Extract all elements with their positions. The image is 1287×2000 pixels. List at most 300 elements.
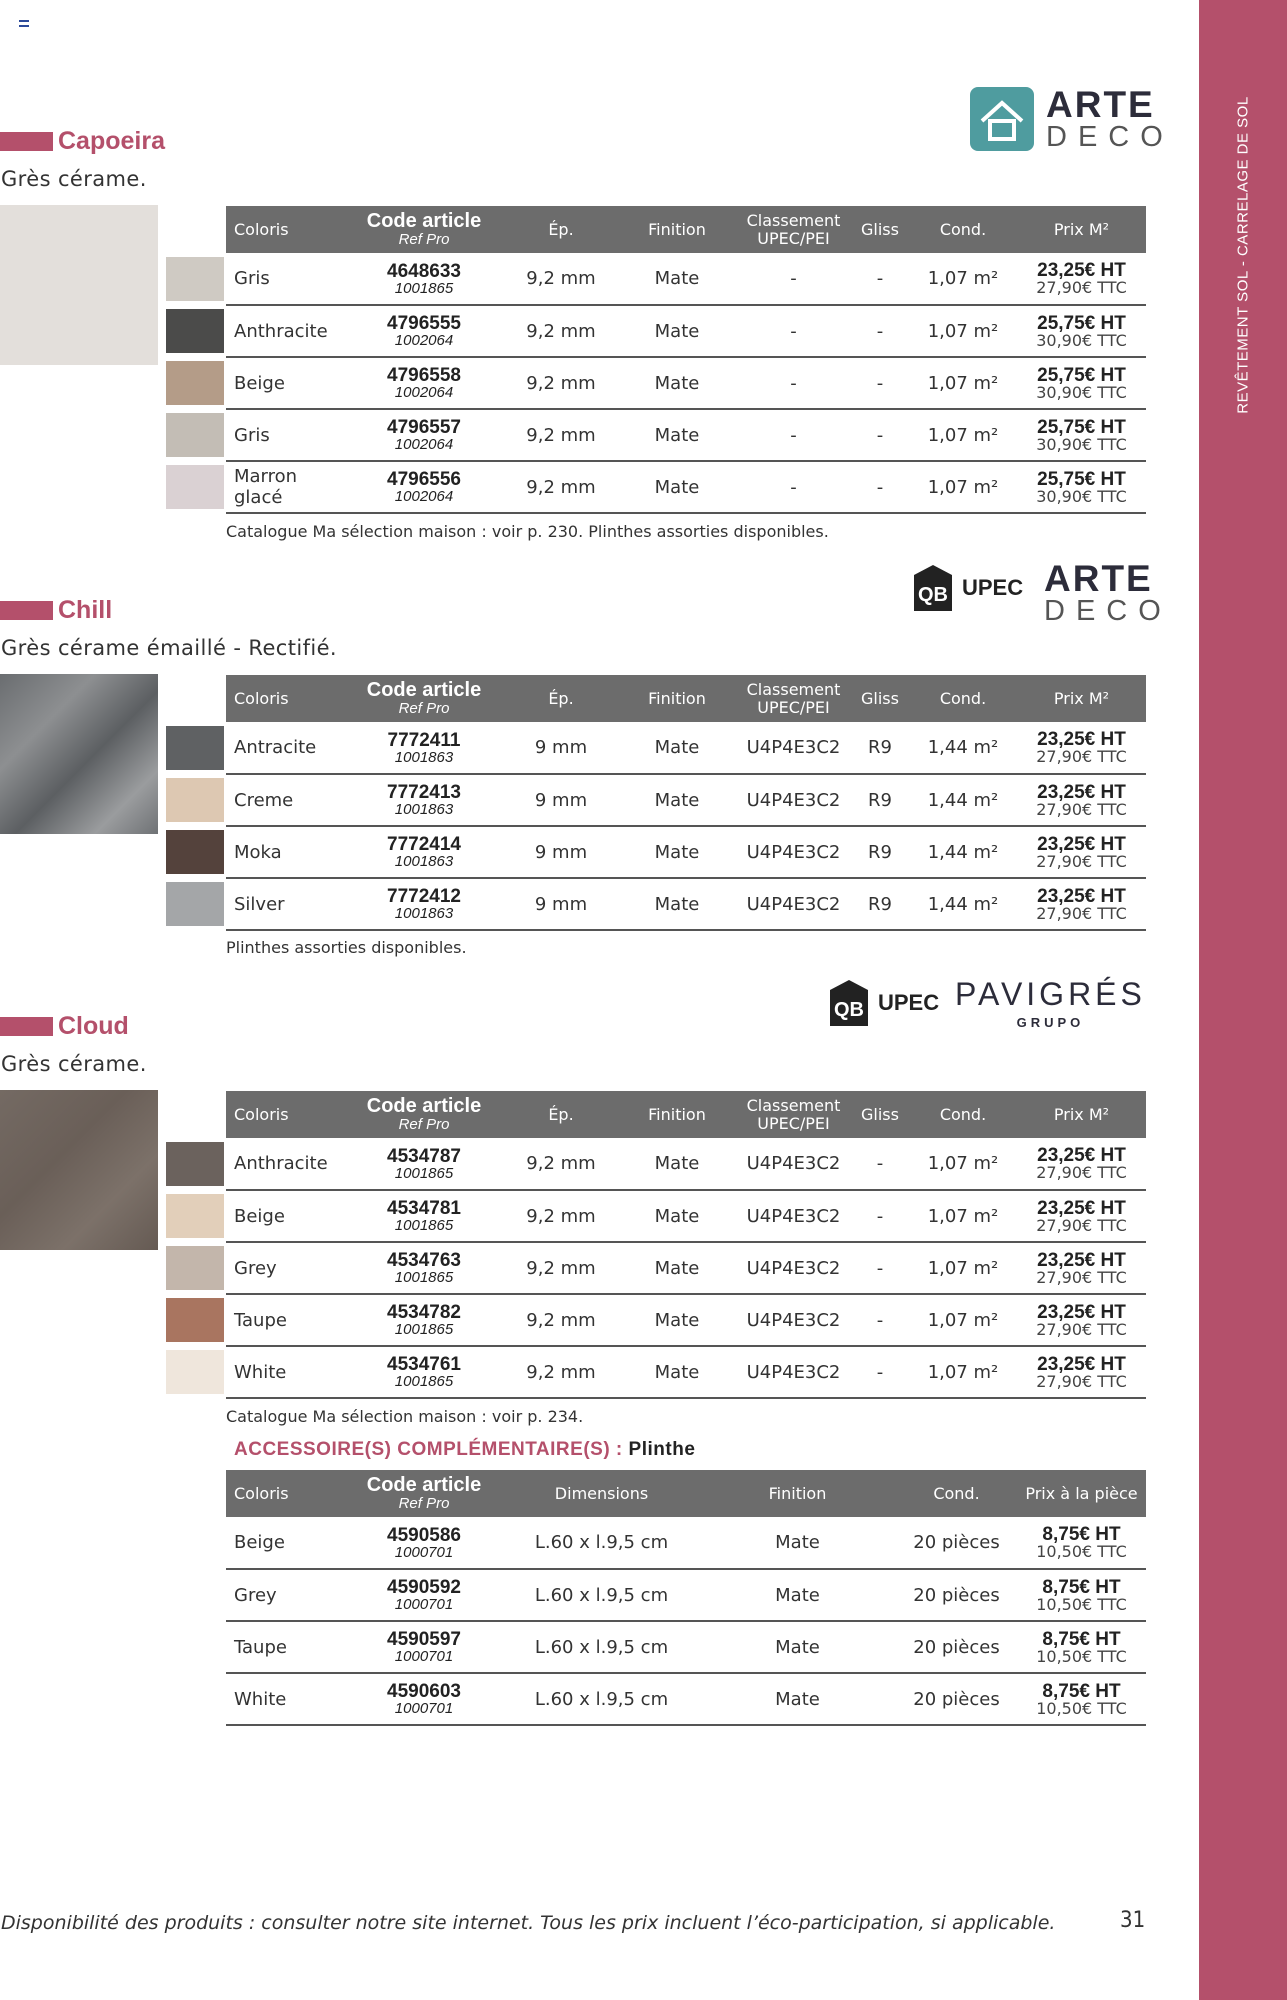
cell-code [344, 1294, 504, 1346]
cell-finition: Mate [699, 1621, 896, 1673]
header-code: Code article Ref Pro [366, 679, 482, 718]
ref-pro: 1001865 [394, 1217, 454, 1234]
cell-cond: 1,44 m² [909, 722, 1017, 774]
cell-cond: 1,07 m² [909, 1294, 1017, 1346]
cell-ep: 9,2 mm [504, 305, 618, 357]
cell-code [344, 1346, 504, 1398]
cell-coloris: Taupe [226, 1294, 344, 1346]
cell-gliss: R9 [851, 774, 909, 826]
table-header [226, 1091, 1146, 1138]
cell-gliss: - [851, 409, 909, 461]
cell-classement: U4P4E3C2 [736, 1138, 851, 1190]
cell-cond: 1,07 m² [909, 461, 1017, 513]
page-number: 31 [1120, 1908, 1146, 1933]
cell-gliss: - [851, 1346, 909, 1398]
cell-code [344, 1138, 504, 1190]
header-code: Code article Ref Pro [366, 210, 482, 249]
cell-finition: Mate [618, 357, 736, 409]
cell-finition: Mate [618, 774, 736, 826]
price-ht: 23,25€ HT [1037, 260, 1126, 281]
chill-note: Plinthes assorties disponibles. [226, 938, 467, 957]
cell-finition: Mate [699, 1569, 896, 1621]
svg-text:QB: QB [918, 584, 948, 606]
cell-ep: 9 mm [504, 878, 618, 930]
cell-prix [1017, 357, 1146, 409]
cell-code [344, 1190, 504, 1242]
cell-prix [1017, 409, 1146, 461]
cell-coloris: Grey [226, 1242, 344, 1294]
color-swatch [166, 413, 224, 457]
price-ht: 23,25€ HT [1037, 729, 1126, 750]
ref-pro: 1000701 [394, 1596, 454, 1613]
article-code: 4796555 [387, 313, 461, 334]
cell-coloris: Marron glacé [226, 461, 344, 513]
header-prix: Prix M² [1053, 219, 1110, 239]
cell-classement: U4P4E3C2 [736, 1190, 851, 1242]
ref-pro: 1001863 [394, 748, 454, 766]
table-row [226, 1673, 1146, 1725]
cell-ep: 9 mm [504, 774, 618, 826]
table-row [226, 774, 1146, 826]
header-ep: Ép. [548, 1104, 574, 1124]
cell-gliss: R9 [851, 722, 909, 774]
article-code: 7772411 [387, 729, 461, 751]
cell-prix [1017, 461, 1146, 513]
ref-pro: 1001865 [394, 1269, 454, 1286]
cell-dimensions: L.60 x l.9,5 cm [504, 1673, 699, 1725]
header-prix: Prix M² [1053, 1104, 1110, 1124]
price-ttc: 27,90€ TTC [1036, 903, 1127, 923]
cell-cond: 1,07 m² [909, 1242, 1017, 1294]
table-row [226, 1621, 1146, 1673]
table-row [226, 409, 1146, 461]
price-ht: 8,75€ HT [1042, 1576, 1121, 1598]
cell-ep: 9 mm [504, 826, 618, 878]
price-ht: 23,25€ HT [1037, 885, 1126, 907]
header-classement: Classement UPEC/PEI [746, 210, 841, 248]
cell-coloris: Antracite [226, 722, 344, 774]
price-ht: 8,75€ HT [1042, 1628, 1121, 1650]
price-ht: 25,75€ HT [1037, 468, 1126, 490]
cell-cond: 1,07 m² [909, 357, 1017, 409]
header-code: Code article Ref Pro [366, 1474, 482, 1513]
cell-finition: Mate [618, 253, 736, 305]
cell-cond: 1,44 m² [909, 826, 1017, 878]
price-ttc: 10,50€ TTC [1036, 1698, 1127, 1718]
price-ttc: 27,90€ TTC [1036, 851, 1127, 871]
cell-ep: 9,2 mm [504, 357, 618, 409]
price-ttc: 30,90€ TTC [1036, 382, 1127, 402]
cell-classement: - [736, 409, 851, 461]
section-title: Capoeira [58, 127, 165, 155]
price-ht: 23,25€ HT [1037, 1353, 1126, 1375]
price-ht: 25,75€ HT [1037, 312, 1126, 334]
price-ht: 23,25€ HT [1037, 833, 1126, 855]
cell-gliss: R9 [851, 878, 909, 930]
cell-cond: 1,07 m² [909, 1190, 1017, 1242]
cell-classement: U4P4E3C2 [736, 1294, 851, 1346]
header-gliss: Gliss [861, 1104, 899, 1124]
qb-certification-icon [828, 978, 870, 1028]
table-row [226, 461, 1146, 513]
svg-text:QB: QB [834, 999, 864, 1021]
ref-pro: 1000701 [394, 1700, 454, 1717]
tile-preview-capoeira [0, 205, 158, 365]
article-code: 7772414 [387, 834, 461, 855]
cell-ep: 9,2 mm [504, 1190, 618, 1242]
cell-coloris: Beige [226, 1190, 344, 1242]
table-row [226, 1346, 1146, 1398]
cell-classement: U4P4E3C2 [736, 722, 851, 774]
price-ttc: 27,90€ TTC [1036, 1371, 1127, 1391]
color-swatch [166, 1194, 224, 1238]
color-swatch [166, 257, 224, 301]
cloud-note: Catalogue Ma sélection maison : voir p. 234. [226, 1407, 584, 1426]
table-row [226, 1242, 1146, 1294]
ref-pro: 1002064 [394, 384, 454, 401]
cell-code [344, 722, 504, 774]
cell-coloris: Beige [226, 1517, 344, 1569]
upec-text: UPEC [878, 990, 940, 1015]
price-ttc: 30,90€ TTC [1036, 486, 1127, 506]
color-swatch [166, 1246, 224, 1290]
sidebar-label: REVÊTEMENT SOL - CARRELAGE DE SOL [1234, 96, 1252, 414]
cell-coloris: Anthracite [226, 305, 344, 357]
cell-code [344, 305, 504, 357]
cell-code [344, 774, 504, 826]
cell-ep: 9,2 mm [504, 1294, 618, 1346]
table-row [226, 1517, 1146, 1569]
ref-pro: 1002064 [394, 488, 454, 505]
section-title: Cloud [58, 1012, 129, 1040]
header-coloris: Coloris [234, 1104, 289, 1124]
article-code: 4534787 [387, 1145, 461, 1167]
price-ttc: 10,50€ TTC [1036, 1594, 1127, 1614]
article-code: 4590586 [387, 1524, 461, 1546]
cell-coloris: Silver [226, 878, 344, 930]
house-icon [970, 87, 1034, 151]
cell-code [344, 1569, 504, 1621]
cell-classement: U4P4E3C2 [736, 774, 851, 826]
cell-classement: U4P4E3C2 [736, 826, 851, 878]
cell-coloris: Grey [226, 1569, 344, 1621]
price-ht: 25,75€ HT [1037, 416, 1126, 438]
cell-classement: - [736, 357, 851, 409]
price-ttc: 30,90€ TTC [1036, 330, 1127, 350]
cell-prix [1017, 305, 1146, 357]
cloud-table [226, 1091, 1146, 1399]
qb-certification-icon [912, 563, 954, 613]
cell-cond: 1,07 m² [909, 305, 1017, 357]
header-gliss: Gliss [861, 688, 899, 708]
table-row [226, 722, 1146, 774]
cell-gliss: - [851, 461, 909, 513]
cell-cond: 20 pièces [896, 1673, 1017, 1725]
header-finition: Finition [648, 688, 706, 708]
ref-pro: 1002064 [394, 332, 454, 349]
table-header [226, 675, 1146, 722]
cell-ep: 9 mm [504, 722, 618, 774]
cell-code [344, 1621, 504, 1673]
section-capoeira-header [0, 127, 165, 156]
cell-ep: 9,2 mm [504, 1242, 618, 1294]
cell-dimensions: L.60 x l.9,5 cm [504, 1517, 699, 1569]
accessories-title: ACCESSOIRE(S) COMPLÉMENTAIRE(S) : Plinthe [234, 1439, 696, 1460]
ref-pro: 1000701 [394, 1543, 454, 1561]
cell-code [344, 1673, 504, 1725]
ref-pro: 1001865 [394, 1321, 454, 1338]
cell-cond: 1,07 m² [909, 1138, 1017, 1190]
cell-finition: Mate [618, 305, 736, 357]
table-row [226, 305, 1146, 357]
header-coloris: Coloris [234, 219, 289, 239]
cell-coloris: Creme [226, 774, 344, 826]
price-ht: 23,25€ HT [1037, 1249, 1126, 1271]
header-code: Code article Ref Pro [366, 1095, 482, 1134]
cell-cond: 1,07 m² [909, 253, 1017, 305]
color-swatch [166, 726, 224, 770]
cell-coloris: Anthracite [226, 1138, 344, 1190]
cell-finition: Mate [699, 1673, 896, 1725]
cell-ep: 9,2 mm [504, 409, 618, 461]
table-row [226, 1138, 1146, 1190]
upec-logo [912, 563, 1023, 613]
color-swatch [166, 465, 224, 509]
section-subtitle: Grès cérame. [1, 1052, 147, 1076]
table-row [226, 1294, 1146, 1346]
cell-coloris: White [226, 1673, 344, 1725]
cell-prix [1017, 1673, 1146, 1725]
cell-classement: U4P4E3C2 [736, 1242, 851, 1294]
cell-coloris: White [226, 1346, 344, 1398]
cell-gliss: - [851, 305, 909, 357]
header-dimensions: Dimensions [554, 1483, 649, 1503]
article-code: 4534763 [387, 1250, 461, 1271]
price-ht: 23,25€ HT [1037, 781, 1126, 803]
cell-cond: 20 pièces [896, 1569, 1017, 1621]
price-ttc: 10,50€ TTC [1036, 1542, 1127, 1561]
section-bar [0, 1017, 53, 1036]
logo-grupo-text: GRUPO [1016, 1015, 1085, 1030]
table-row [226, 1190, 1146, 1242]
price-ttc: 27,90€ TTC [1036, 799, 1127, 819]
logo-pavigres-text: PAVIGRÉS [955, 976, 1146, 1012]
cell-ep: 9,2 mm [504, 1346, 618, 1398]
cell-prix [1017, 826, 1146, 878]
article-code: 4590597 [387, 1629, 461, 1650]
cell-coloris: Gris [226, 409, 344, 461]
table-header [226, 1470, 1146, 1517]
article-code: 4648633 [387, 260, 461, 282]
header-gliss: Gliss [861, 219, 899, 239]
cell-finition: Mate [618, 409, 736, 461]
price-ttc: 27,90€ TTC [1036, 1267, 1127, 1287]
article-code: 4534761 [387, 1354, 461, 1375]
cell-cond: 1,44 m² [909, 878, 1017, 930]
cell-prix [1017, 774, 1146, 826]
price-ht: 8,75€ HT [1042, 1680, 1121, 1702]
section-bar [0, 132, 53, 151]
chill-table [226, 675, 1146, 931]
price-ht: 23,25€ HT [1037, 1197, 1126, 1219]
cell-code [344, 1242, 504, 1294]
section-chill-header [0, 596, 112, 625]
price-ttc: 30,90€ TTC [1036, 434, 1127, 454]
logo-arte-text: ARTE [1044, 558, 1153, 599]
cell-code [344, 461, 504, 513]
cell-ep: 9,2 mm [504, 253, 618, 305]
logo-arte-text: ARTE [1046, 84, 1155, 125]
ref-pro: 1001863 [394, 853, 454, 870]
table-row [226, 357, 1146, 409]
price-ttc: 10,50€ TTC [1036, 1646, 1127, 1666]
cell-prix [1017, 1346, 1146, 1398]
cell-finition: Mate [618, 1190, 736, 1242]
footer-disclaimer: Disponibilité des produits : consulter notre site internet. Tous les prix incluent l’éco-participation, si applicable. [1, 1912, 1056, 1934]
cell-dimensions: L.60 x l.9,5 cm [504, 1569, 699, 1621]
cell-code [344, 357, 504, 409]
section-subtitle: Grès cérame. [1, 167, 147, 191]
cell-coloris: Beige [226, 357, 344, 409]
cell-classement: U4P4E3C2 [736, 1346, 851, 1398]
upec-logo [828, 978, 939, 1028]
section-bar [0, 601, 53, 620]
table-header [226, 206, 1146, 253]
cell-finition: Mate [618, 1346, 736, 1398]
cell-finition: Mate [618, 878, 736, 930]
cell-finition: Mate [618, 1294, 736, 1346]
arte-deco-logo [970, 86, 1174, 152]
ref-pro: 1001865 [394, 279, 454, 297]
capoeira-note: Catalogue Ma sélection maison : voir p. 230. Plinthes assorties disponibles. [226, 522, 829, 541]
cell-code [344, 1517, 504, 1569]
price-ht: 25,75€ HT [1037, 364, 1126, 386]
cell-finition: Mate [618, 826, 736, 878]
ref-pro: 1001865 [394, 1373, 454, 1390]
cell-finition: Mate [699, 1517, 896, 1569]
cell-prix [1017, 1621, 1146, 1673]
cell-coloris: Taupe [226, 1621, 344, 1673]
color-swatch [166, 1350, 224, 1394]
header-prix-piece: Prix à la pièce [1025, 1483, 1138, 1503]
cell-classement: - [736, 461, 851, 513]
ref-pro: 1002064 [394, 436, 454, 453]
cell-gliss: - [851, 1190, 909, 1242]
cell-gliss: - [851, 253, 909, 305]
cell-prix [1017, 1294, 1146, 1346]
cell-code [344, 878, 504, 930]
header-cond: Cond. [939, 1104, 987, 1124]
article-code: 4590592 [387, 1577, 461, 1598]
article-code: 4796558 [387, 365, 461, 386]
color-swatch [166, 882, 224, 926]
header-ep: Ép. [548, 688, 574, 708]
arte-deco-logo [1044, 560, 1172, 626]
cell-cond: 1,44 m² [909, 774, 1017, 826]
price-ttc: 27,90€ TTC [1036, 747, 1127, 766]
cell-ep: 9,2 mm [504, 1138, 618, 1190]
price-ht: 8,75€ HT [1042, 1524, 1121, 1545]
ref-pro: 1001865 [394, 1164, 454, 1182]
header-classement: Classement UPEC/PEI [746, 1095, 841, 1133]
table-row [226, 878, 1146, 930]
price-ttc: 27,90€ TTC [1036, 1215, 1127, 1235]
header-finition: Finition [768, 1483, 827, 1503]
header-prix: Prix M² [1053, 688, 1110, 708]
ref-pro: 1000701 [394, 1648, 454, 1665]
cell-prix [1017, 1190, 1146, 1242]
article-code: 4590603 [387, 1681, 461, 1702]
article-code: 4796557 [387, 417, 461, 438]
price-ttc: 27,90€ TTC [1036, 1163, 1127, 1182]
header-cond: Cond. [933, 1483, 980, 1503]
cell-code [344, 409, 504, 461]
header-cond: Cond. [939, 219, 987, 239]
article-code: 4796556 [387, 469, 461, 490]
cell-prix [1017, 1569, 1146, 1621]
section-cloud-header [0, 1012, 129, 1041]
cell-prix [1017, 1517, 1146, 1569]
cell-classement: U4P4E3C2 [736, 878, 851, 930]
table-row [226, 826, 1146, 878]
color-swatch [166, 1298, 224, 1342]
cell-classement: - [736, 305, 851, 357]
cell-coloris: Gris [226, 253, 344, 305]
tile-preview-chill [0, 674, 158, 834]
header-cond: Cond. [939, 688, 987, 708]
cell-ep: 9,2 mm [504, 461, 618, 513]
header-finition: Finition [648, 219, 706, 239]
ref-pro: 1001863 [394, 905, 454, 922]
header-coloris: Coloris [234, 1483, 289, 1503]
color-swatch [166, 1142, 224, 1186]
cell-prix [1017, 722, 1146, 774]
ref-pro: 1001863 [394, 801, 454, 818]
section-subtitle: Grès cérame émaillé - Rectifié. [1, 636, 338, 660]
capoeira-table [226, 206, 1146, 514]
menu-icon [19, 20, 29, 27]
table-row [226, 1569, 1146, 1621]
cell-prix [1017, 253, 1146, 305]
section-title: Chill [58, 596, 113, 624]
table-row [226, 253, 1146, 305]
cell-gliss: - [851, 357, 909, 409]
logo-deco-text: DECO [1046, 121, 1174, 153]
cell-cond: 1,07 m² [909, 1346, 1017, 1398]
cell-gliss: - [851, 1138, 909, 1190]
price-ht: 23,25€ HT [1037, 1301, 1126, 1323]
header-coloris: Coloris [234, 688, 289, 708]
header-classement: Classement UPEC/PEI [746, 679, 841, 717]
cell-finition: Mate [618, 461, 736, 513]
cell-code [344, 253, 504, 305]
cell-cond: 20 pièces [896, 1621, 1017, 1673]
article-code: 7772413 [387, 782, 461, 803]
upec-text: UPEC [962, 575, 1024, 600]
price-ht: 23,25€ HT [1037, 1145, 1126, 1166]
cell-gliss: - [851, 1294, 909, 1346]
cell-prix [1017, 878, 1146, 930]
cell-dimensions: L.60 x l.9,5 cm [504, 1621, 699, 1673]
color-swatch [166, 778, 224, 822]
pavigres-logo [955, 978, 1146, 1029]
cell-cond: 20 pièces [896, 1517, 1017, 1569]
accessories-table [226, 1470, 1146, 1726]
cell-gliss: - [851, 1242, 909, 1294]
cell-classement: - [736, 253, 851, 305]
header-finition: Finition [648, 1104, 706, 1124]
article-code: 4534781 [387, 1198, 461, 1219]
